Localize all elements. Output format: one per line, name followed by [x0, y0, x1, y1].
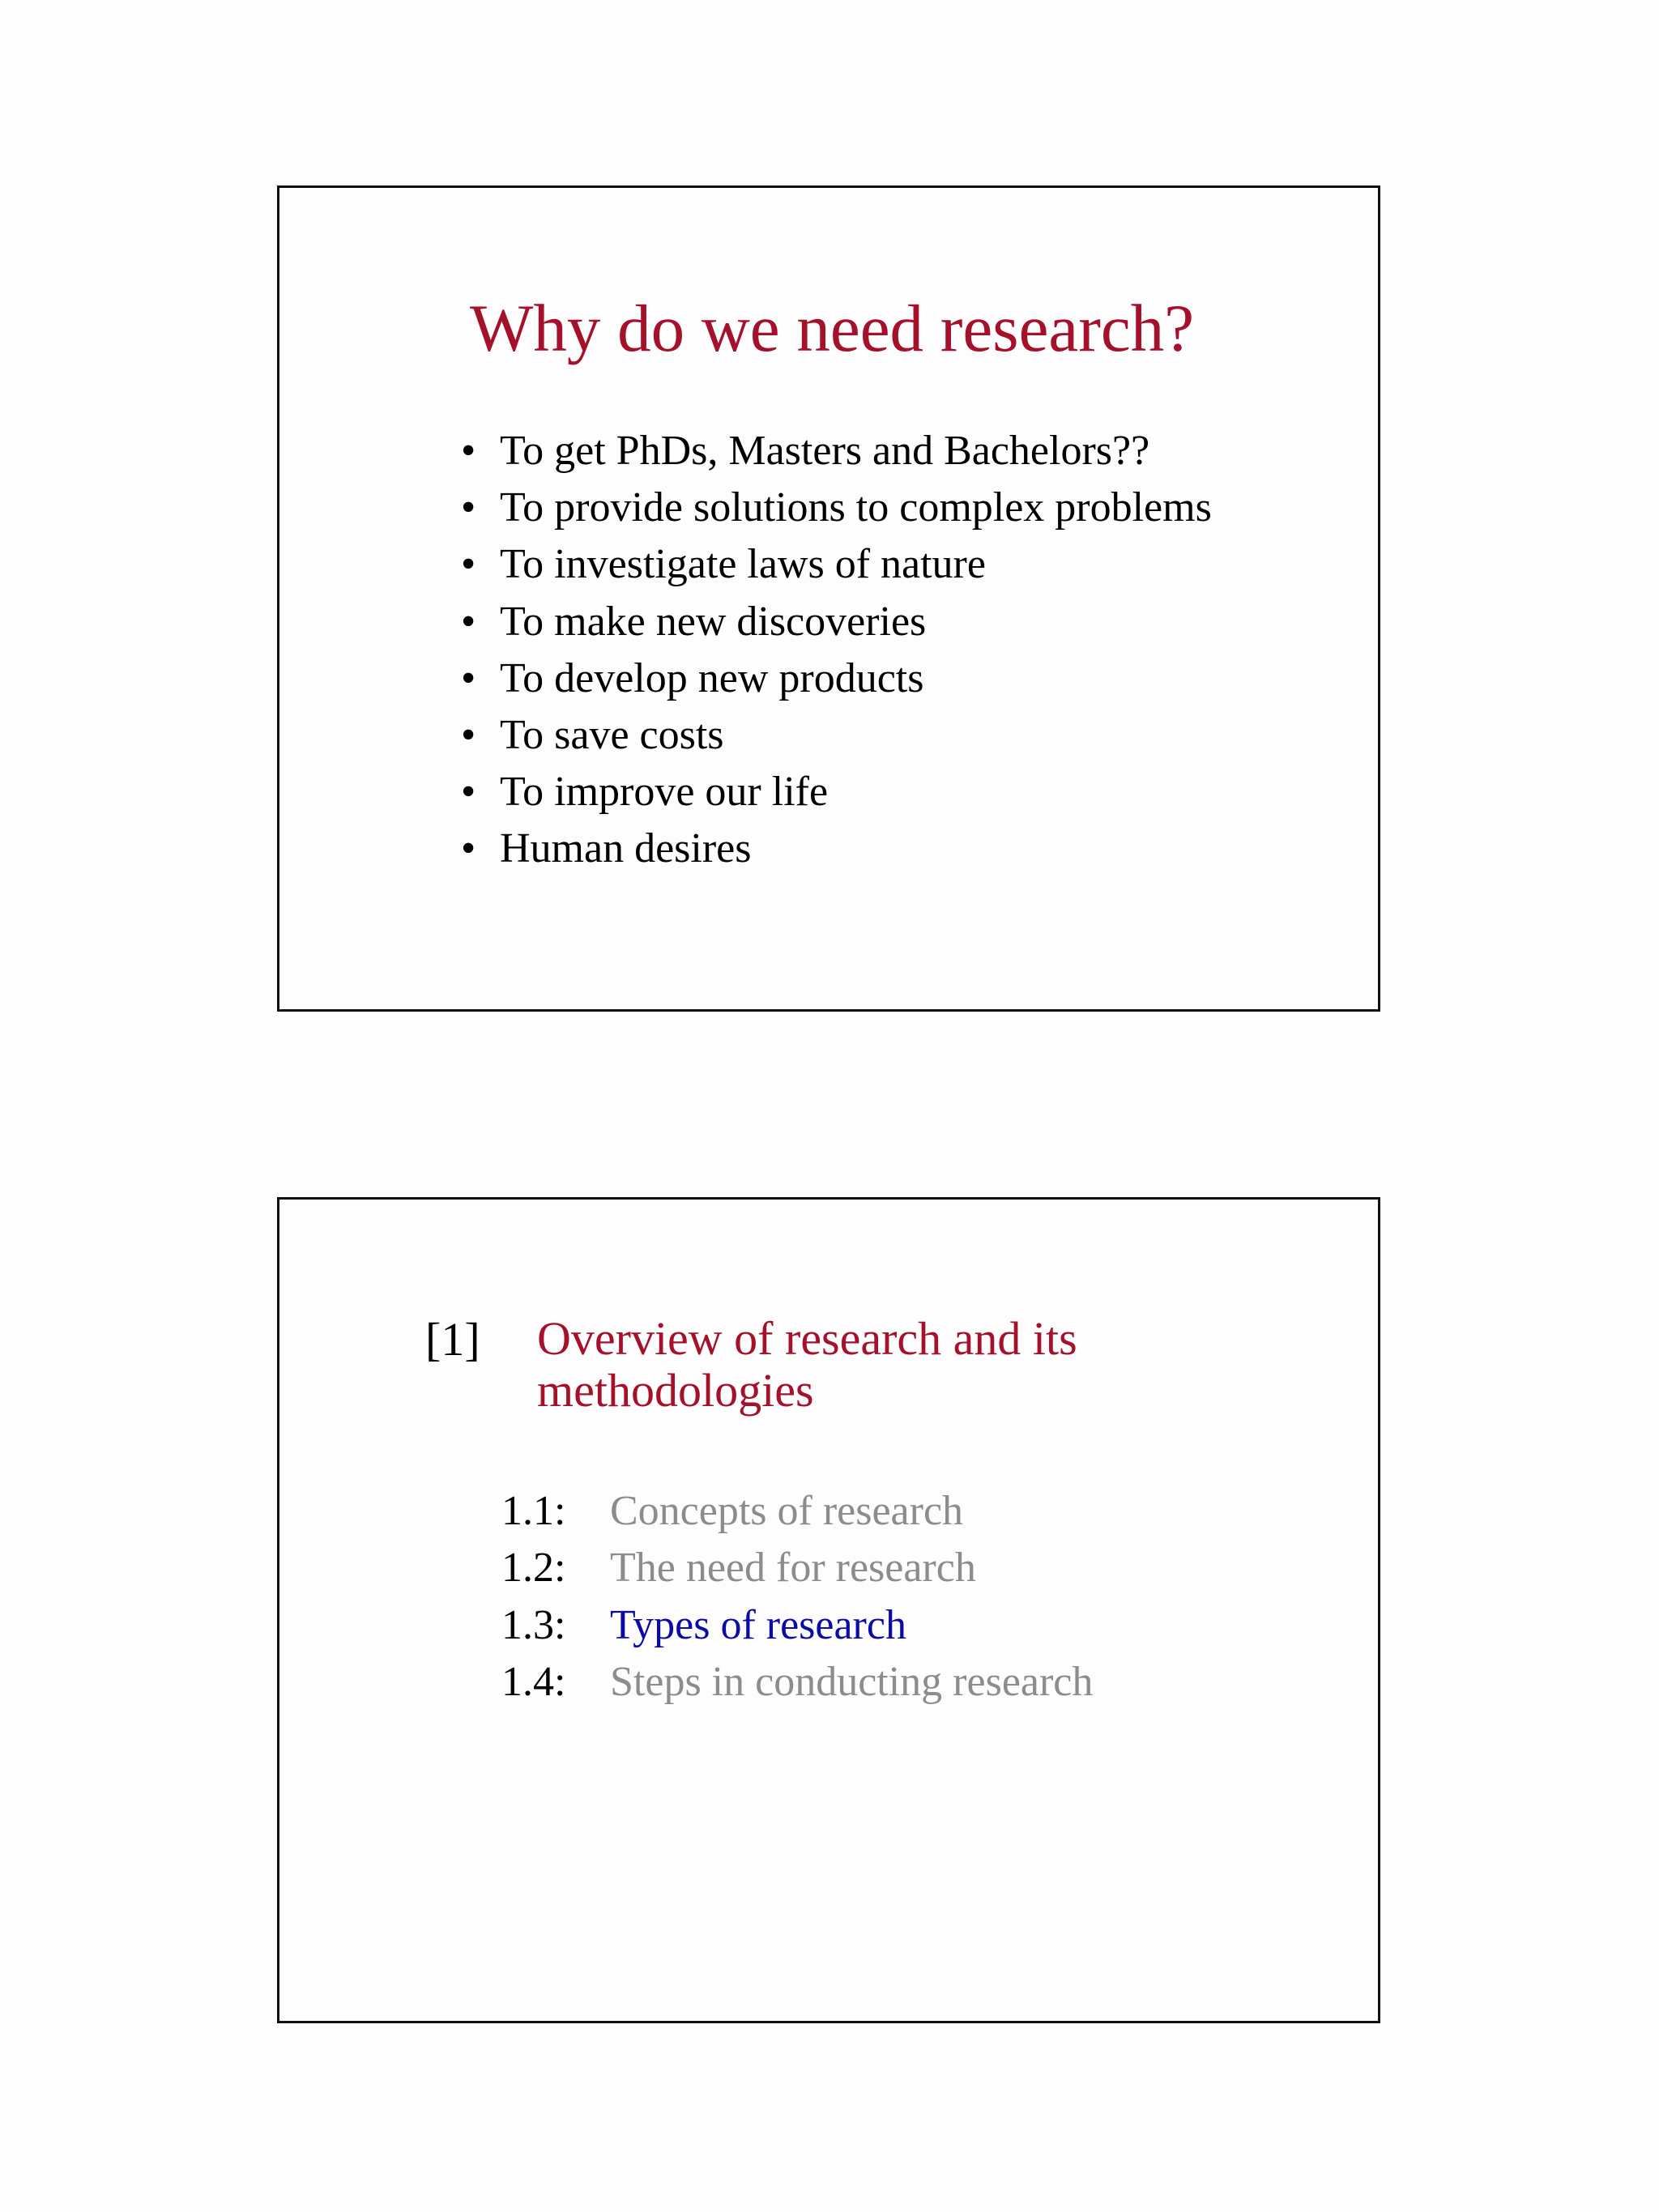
bullet-text: To make new discoveries [500, 598, 927, 645]
subsection-item [501, 1483, 1093, 1540]
bullet-item [461, 536, 1212, 593]
bullet-list [461, 423, 1212, 878]
subsection-number: 1.3: [501, 1601, 566, 1648]
bullet-item [461, 820, 1212, 877]
bullet-text: To save costs [500, 711, 724, 758]
bullet-text: To improve our life [500, 769, 829, 816]
slide-title: Why do we need research? [470, 291, 1195, 365]
bullet-text: Human desires [500, 825, 752, 872]
bullet-item [461, 423, 1212, 479]
bullet-item [461, 594, 1212, 650]
subsection-label: Steps in conducting research [610, 1658, 1094, 1705]
bullet-item [461, 764, 1212, 820]
bullet-text: To investigate laws of nature [500, 541, 986, 588]
subsection-label: Concepts of research [610, 1488, 964, 1534]
slide-why-research [277, 185, 1380, 1012]
bullet-icon: • [461, 598, 476, 645]
bullet-text: To develop new products [500, 654, 924, 701]
bullet-icon: • [461, 484, 476, 531]
section-title: Overview of research and its methodologies [537, 1312, 1077, 1417]
bullet-icon: • [461, 428, 476, 474]
bullet-text: To provide solutions to complex problems [500, 484, 1212, 531]
subsection-item [501, 1540, 1093, 1596]
subsection-number: 1.1: [501, 1488, 566, 1534]
subsection-item [501, 1654, 1093, 1711]
slide-section-overview [277, 1197, 1380, 2023]
bullet-item [461, 707, 1212, 764]
bullet-text: To get PhDs, Masters and Bachelors?? [500, 428, 1150, 474]
section-number: [1] [425, 1313, 480, 1366]
bullet-icon: • [461, 825, 476, 872]
bullet-icon: • [461, 711, 476, 758]
bullet-item [461, 650, 1212, 707]
subsection-item [501, 1597, 1093, 1654]
subsection-number: 1.2: [501, 1545, 566, 1592]
bullet-icon: • [461, 541, 476, 588]
subsection-number: 1.4: [501, 1658, 566, 1705]
bullet-icon: • [461, 654, 476, 701]
subsection-label: The need for research [610, 1545, 976, 1592]
subsection-label: Types of research [610, 1601, 906, 1648]
bullet-item [461, 479, 1212, 536]
subsection-list [501, 1483, 1093, 1711]
bullet-icon: • [461, 769, 476, 816]
